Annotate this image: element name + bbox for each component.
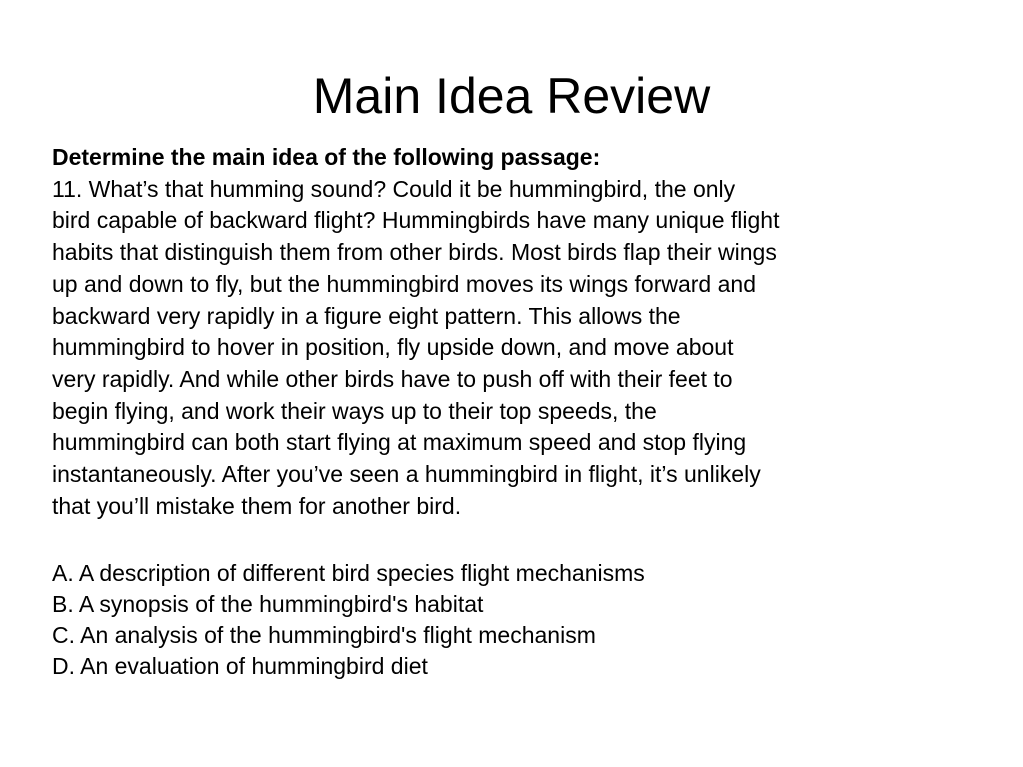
passage-line: habits that distinguish them from other birds. Most birds flap their wings bbox=[52, 239, 777, 266]
passage-line: bird capable of backward flight? Hummingbirds have many unique flight bbox=[52, 207, 780, 234]
passage-block bbox=[52, 142, 982, 522]
slide-title: Main Idea Review bbox=[312, 68, 711, 124]
passage-line: up and down to fly, but the hummingbird moves its wings forward and bbox=[52, 270, 756, 297]
answer-option-b: B. A synopsis of the hummingbird's habitat bbox=[52, 591, 484, 617]
answer-option-a: A. A description of different bird species flight mechanisms bbox=[52, 560, 645, 586]
passage-text bbox=[52, 174, 982, 523]
passage-line: hummingbird to hover in position, fly upside down, and move about bbox=[52, 334, 734, 361]
answer-option-c: C. An analysis of the hummingbird's flight mechanism bbox=[52, 622, 596, 648]
question-prompt: Determine the main idea of the following passage: bbox=[52, 144, 601, 170]
passage-line: very rapidly. And while other birds have to push off with their feet to bbox=[52, 365, 733, 392]
passage-line: that you’ll mistake them for another bird. bbox=[52, 492, 462, 519]
answer-options bbox=[52, 558, 645, 682]
answer-option-d: D. An evaluation of hummingbird diet bbox=[52, 653, 428, 679]
passage-line: backward very rapidly in a figure eight pattern. This allows the bbox=[52, 302, 681, 329]
passage-line: instantaneously. After you’ve seen a hummingbird in flight, it’s unlikely bbox=[52, 461, 761, 488]
passage-line: begin flying, and work their ways up to their top speeds, the bbox=[52, 397, 657, 424]
passage-line: 11. What’s that humming sound? Could it be hummingbird, the only bbox=[52, 175, 736, 202]
passage-line: hummingbird can both start flying at maximum speed and stop flying bbox=[52, 429, 747, 456]
